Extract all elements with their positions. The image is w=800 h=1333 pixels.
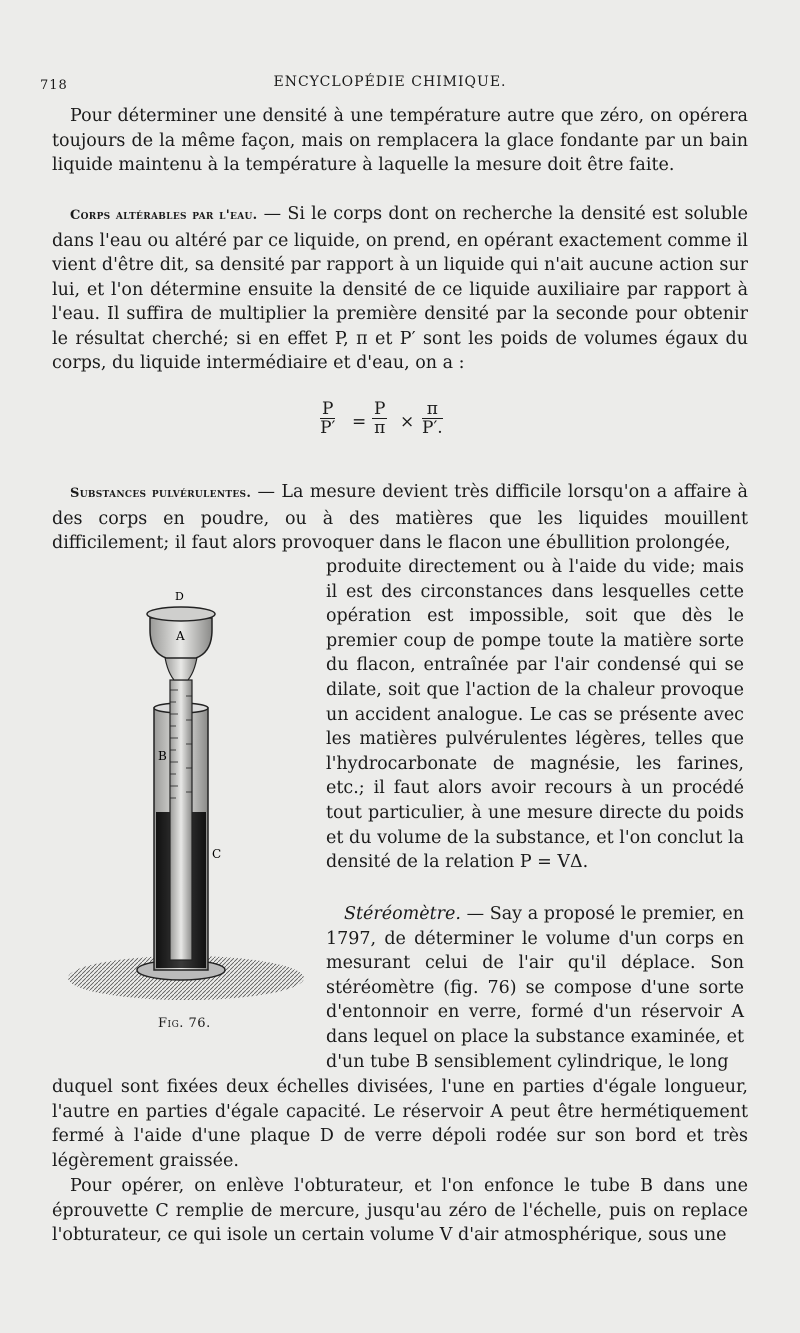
- fraction-rhs: [422, 400, 443, 437]
- section-heading: Substances pulvérulentes.: [70, 486, 252, 501]
- equals-sign: =: [352, 412, 367, 432]
- section-heading: Corps altérables par l'eau.: [70, 208, 258, 223]
- denominator: P′: [320, 418, 336, 438]
- tube-b: [170, 680, 192, 960]
- fraction-lhs: [320, 400, 335, 437]
- running-title: ENCYCLOPÉDIE CHIMIQUE.: [273, 74, 507, 90]
- numerator: P: [374, 399, 386, 419]
- times-sign: ×: [400, 412, 415, 432]
- page-number: 718: [40, 78, 68, 93]
- section-stereometre: [326, 902, 744, 1074]
- final-paragraph: Pour opérer, on enlève l'obturateur, et l'on enfonce le tube B dans une éprouvette C remplie de mercure, jusqu'au zéro de l'échelle, puis on replace l'obturateur, ce qui isole un certain volume V d'air atmosphérique, sous une: [52, 1176, 748, 1245]
- section-substances-pulverulentes: [52, 480, 748, 556]
- section-text: — La mesure devient très difficile lorsqu'on a affaire à des corps en poudre, ou à des matières que les liquides mouillent difficilement; il faut alors provoquer dans le flacon une ébullition prolongée,: [52, 482, 748, 553]
- section-heading: Stéréomètre.: [344, 904, 461, 924]
- label-c: C: [212, 847, 222, 861]
- section-text: — Say a proposé le premier, en 1797, de déterminer le volume d'un corps en mesurant celui de l'air qu'il déplace. Son stéréomètre (fig. 76) se compose d'une sorte d'entonnoir en verre, formé d'un réservoir A dans lequel on place la substance examinée, et d'un tube B sensiblement cylindrique, le long: [326, 904, 744, 1072]
- page-header: [40, 74, 740, 98]
- intro-paragraph: Pour déterminer une densité à une température autre que zéro, on opérera toujours de la même façon, mais on remplacera la glace fondante par un bain liquide maintenu à la température à laquelle la mesure doit être faite.: [52, 106, 748, 175]
- section-corps-alterables: [52, 202, 748, 376]
- numerator: P: [322, 399, 334, 419]
- denominator: π: [374, 418, 386, 438]
- label-b: B: [158, 749, 167, 763]
- numerator: π: [422, 400, 443, 419]
- label-d: D: [175, 590, 184, 603]
- plate-d: [147, 607, 215, 621]
- density-formula: [320, 400, 470, 450]
- figure-stereometer: [66, 590, 316, 1030]
- label-a: A: [176, 629, 185, 643]
- section-substances-column: produite directement ou à l'aide du vide; mais il est des circonstances dans lesquelles cette opération est impossible, soit que dès le premier coup de pompe toute la matière sorte du flacon, entraînée par l'air condensé qui se dilate, soit que l'action de la chaleur provoque un accident analogue. Le cas se présente avec les matières pulvérulentes légères, telles que l'hydrocarbonate de magnésie, les farines, etc.; il faut alors avoir recours à un procédé tout particulier, à une mesure directe du poids et du volume de la substance, et l'on conclut la densité de la relation P = VΔ.: [326, 557, 744, 873]
- denominator: P′.: [422, 418, 443, 438]
- section-text: — Si le corps dont on recherche la densité est soluble dans l'eau ou altéré par ce liquide, on prend, en opérant exactement comme il vient d'être dit, sa densité par rapport à un liquide qui n'ait aucune action sur lui, et l'on détermine ensuite la densité de ce liquide auxiliaire par rapport à l'eau. Il suffira de multiplier la première densité par la seconde pour obtenir le résultat cherché; si en effet P, π et P′ sont les poids de volumes égaux du corps, du liquide intermédiaire et d'eau, on a :: [52, 204, 748, 373]
- figure-caption: Fig. 76.: [158, 1016, 211, 1031]
- section-stereometre-continued: duquel sont fixées deux échelles divisées, l'une en parties d'égale longueur, l'autre en parties d'égale capacité. Le réservoir A peut être hermétiquement fermé à l'aide d'une plaque D de verre dépoli rodée sur son bord et très légèrement graissée.: [52, 1077, 748, 1171]
- fraction-mid: [372, 400, 387, 437]
- stereometer-illustration: [66, 590, 316, 1030]
